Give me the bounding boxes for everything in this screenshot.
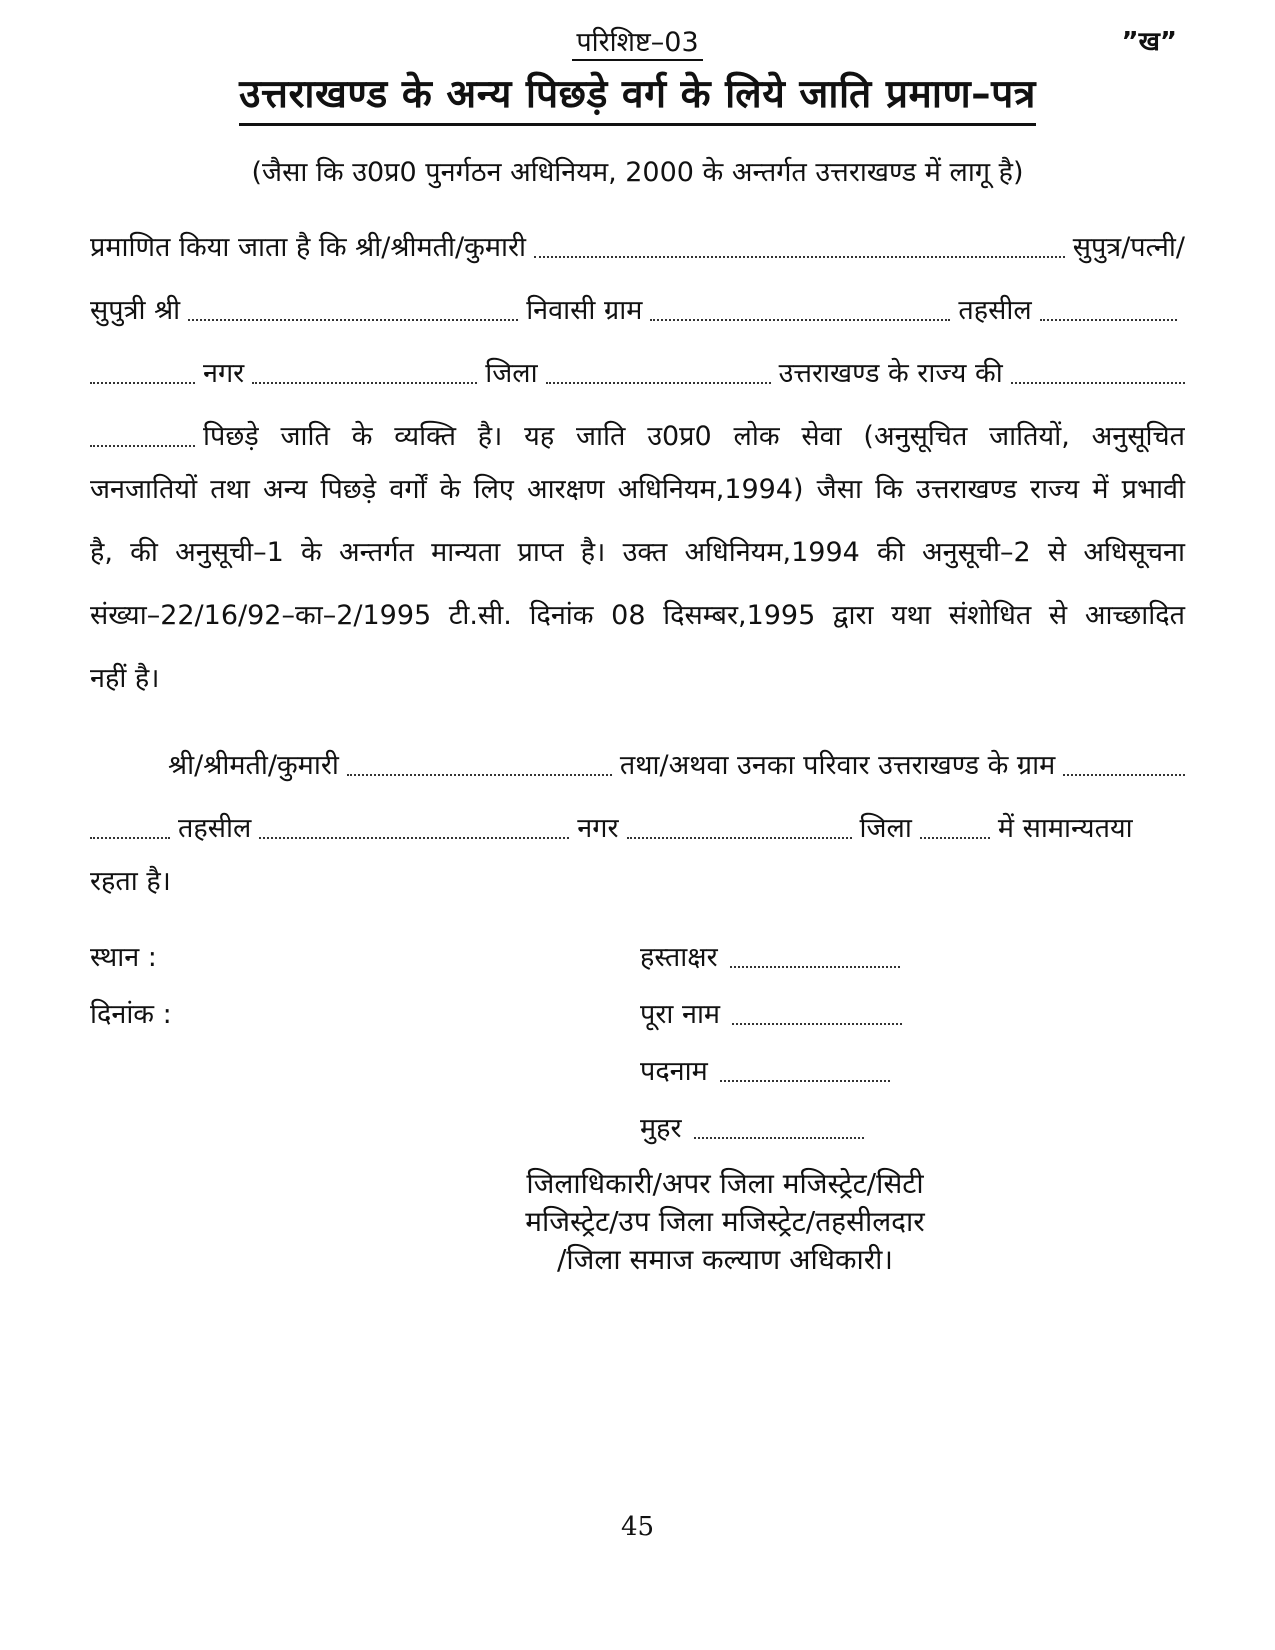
issuing-officials [490, 1165, 960, 1279]
certify-text: प्रमाणित किया जाता है कि श्री/श्रीमती/कुमारी [90, 232, 527, 263]
father-name-blank [188, 311, 518, 321]
caste-blank-cont [90, 437, 195, 447]
title-row [90, 66, 1185, 126]
district-text: जिला [485, 358, 538, 389]
tehsil2-text: तहसील [178, 813, 252, 844]
district-blank [546, 374, 771, 384]
para1-line2 [90, 266, 1185, 329]
sig-row-date-name [90, 993, 1185, 1033]
page-title: उत्तराखण्ड के अन्य पिछड़े वर्ग के लिये जाति प्रमाण–पत्र [239, 66, 1036, 126]
officials-line2: मजिस्ट्रेट/उप जिला मजिस्ट्रेट/तहसीलदार [525, 1205, 925, 1238]
appendix-row [90, 22, 1185, 62]
tehsil2-blank [259, 829, 569, 839]
sig-row-seal [90, 1107, 1185, 1147]
designation-blank [720, 1072, 890, 1082]
para2-line2 [90, 784, 1185, 847]
daughter-of-text: सुपुत्री श्री [90, 295, 181, 326]
para1-line5: जनजातियों तथा अन्य पिछड़े वर्गों के लिए आरक्षण अधिनियम,1994) जैसा कि उत्तराखण्ड राज्य में प्रभावी [90, 474, 1185, 505]
caste-blank [1011, 374, 1185, 384]
signature-blank [730, 958, 900, 968]
seal-blank [694, 1129, 864, 1139]
city-blank [252, 374, 477, 384]
para2-line3: रहता है। [90, 866, 171, 897]
para2-line1 [90, 721, 1185, 784]
seal-label: मुहर [640, 1113, 682, 1144]
paragraph-2 [90, 721, 1185, 910]
ordinarily-text: में सामान्यतया [997, 813, 1133, 844]
sig-row-designation [90, 1050, 1185, 1090]
person-name-blank [347, 766, 612, 776]
city2-text: नगर [577, 813, 619, 844]
tehsil-blank [1040, 311, 1177, 321]
officials-line1: जिलाधिकारी/अपर जिला मजिस्ट्रेट/सिटी [526, 1167, 924, 1200]
paragraph-1 [90, 203, 1185, 707]
district2-blank [920, 829, 990, 839]
tehsil-blank-cont [90, 374, 195, 384]
tehsil-text: तहसील [958, 295, 1032, 326]
state-text: उत्तराखण्ड के राज्य की [778, 358, 1003, 389]
backward-caste-text: पिछड़े जाति के व्यक्ति है। यह जाति उ0प्र0 लोक सेवा (अनुसूचित जातियों, अनुसूचित [203, 421, 1185, 452]
para1-line4 [90, 392, 1185, 455]
para1-line8: नहीं है। [90, 663, 160, 694]
officials-line3: /जिला समाज कल्याण अधिकारी। [556, 1243, 894, 1276]
applicant-name-blank [534, 248, 1065, 258]
appendix-label: परिशिष्ट–03 [572, 27, 702, 61]
para1-line1 [90, 203, 1185, 266]
son-wife-text: सुपुत्र/पत्नी/ [1072, 232, 1185, 263]
full-name-blank [732, 1015, 902, 1025]
sig-row-place-sign [90, 936, 1185, 976]
family-resides-text: तथा/अथवा उनका परिवार उत्तराखण्ड के ग्राम [619, 750, 1056, 781]
gram-blank-cont [90, 829, 170, 839]
signature-label: हस्ताक्षर [640, 942, 718, 973]
para1-line3 [90, 329, 1185, 392]
village-blank [650, 311, 950, 321]
designation-label: पदनाम [640, 1056, 708, 1087]
shri-smt-kumari-text: श्री/श्रीमती/कुमारी [168, 750, 339, 781]
place-label: स्थान : [90, 942, 157, 973]
district2-text: जिला [859, 813, 912, 844]
page-number: 45 [620, 1512, 655, 1542]
date-label: दिनांक : [90, 999, 172, 1030]
corner-mark: ”ख” [1121, 27, 1177, 57]
para1-line6: है, की अनुसूची–1 के अन्तर्गत मान्यता प्राप्त है। उक्त अधिनियम,1994 की अनुसूची–2 से अधिसूचना [90, 537, 1185, 568]
resident-village-text: निवासी ग्राम [526, 295, 643, 326]
city-text: नगर [203, 358, 245, 389]
subtitle: (जैसा कि उ0प्र0 पुनर्गठन अधिनियम, 2000 के अन्तर्गत उत्तराखण्ड में लागू है) [251, 157, 1024, 188]
city2-blank [627, 829, 852, 839]
signature-block [90, 936, 1185, 1147]
gram-blank [1063, 766, 1185, 776]
full-name-label: पूरा नाम [640, 999, 721, 1030]
para1-line7: संख्या–22/16/92–का–2/1995 टी.सी. दिनांक 08 दिसम्बर,1995 द्वारा यथा संशोधित से आच्छादित [90, 600, 1185, 631]
